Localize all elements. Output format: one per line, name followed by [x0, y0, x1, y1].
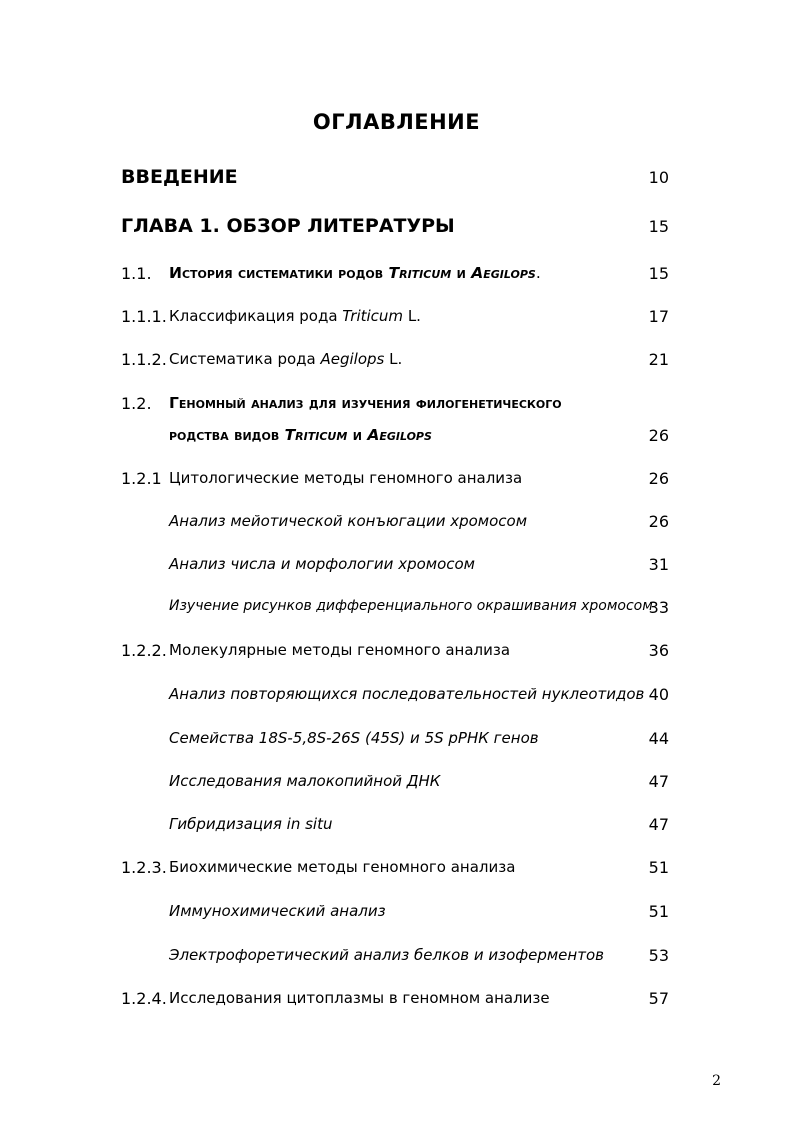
- entry-text: Геномный анализ для изучения филогенетического: [169, 394, 562, 412]
- toc-entry[interactable]: [0, 641, 793, 665]
- toc-entry[interactable]: [0, 946, 793, 970]
- entry-page: 47: [648, 772, 669, 791]
- entry-number: 1.2.3.: [121, 858, 167, 877]
- toc-entry-line2[interactable]: [0, 426, 793, 450]
- entry-text: Семейства 18S-5,8S-26S (45S) и 5S рРНК генов: [169, 729, 539, 747]
- toc-entry[interactable]: [0, 166, 793, 190]
- toc-entry[interactable]: [0, 264, 793, 288]
- entry-text: Анализ числа и морфологии хромосом: [169, 555, 475, 573]
- toc-entry[interactable]: [0, 469, 793, 493]
- toc-entry[interactable]: [0, 989, 793, 1013]
- entry-text: Иммунохимический анализ: [169, 902, 386, 920]
- entry-text: родства видов Triticum и Aegilops: [169, 426, 432, 444]
- entry-page: 53: [648, 946, 669, 965]
- entry-page: 33: [648, 598, 669, 617]
- entry-number: 1.2.: [121, 394, 152, 413]
- entry-number: 1.2.2.: [121, 641, 167, 660]
- entry-text: ГЛАВА 1. ОБЗОР ЛИТЕРАТУРЫ: [121, 215, 455, 237]
- entry-page: 47: [648, 815, 669, 834]
- entry-text: Исследования цитоплазмы в геномном анализе: [169, 989, 550, 1007]
- entry-page: 17: [648, 307, 669, 326]
- toc-entry[interactable]: [0, 598, 793, 622]
- entry-text: Молекулярные методы геномного анализа: [169, 641, 511, 659]
- entry-text: Исследования малокопийной ДНК: [169, 772, 441, 790]
- entry-text: ВВЕДЕНИЕ: [121, 166, 238, 188]
- toc-entry[interactable]: [0, 215, 793, 239]
- entry-text: Классификация рода Triticum L.: [169, 307, 421, 325]
- entry-page: 10: [648, 168, 669, 187]
- toc-entry[interactable]: [0, 729, 793, 753]
- entry-page: 51: [648, 858, 669, 877]
- entry-text: История систематики родов Triticum и Aegilops.: [169, 264, 541, 282]
- entry-text: Цитологические методы геномного анализа: [169, 469, 523, 487]
- entry-page: 15: [648, 217, 669, 236]
- entry-page: 26: [648, 426, 669, 445]
- entry-page: 31: [648, 555, 669, 574]
- toc-entry[interactable]: [0, 350, 793, 374]
- entry-page: 40: [648, 685, 669, 704]
- entry-page: 15: [648, 264, 669, 283]
- toc-entry[interactable]: [0, 307, 793, 331]
- entry-number: 1.1.: [121, 264, 152, 283]
- entry-text: Изучение рисунков дифференциального окрашивания хромосом: [169, 598, 653, 614]
- entry-page: 21: [648, 350, 669, 369]
- toc-entry[interactable]: [0, 555, 793, 579]
- entry-text: Анализ мейотической конъюгации хромосом: [169, 512, 528, 530]
- toc-entry[interactable]: [0, 685, 793, 709]
- toc-entry[interactable]: [0, 902, 793, 926]
- entry-page: 26: [648, 512, 669, 531]
- entry-page: 44: [648, 729, 669, 748]
- entry-number: 1.1.1.: [121, 307, 167, 326]
- entry-text: Анализ повторяющихся последовательностей нуклеотидов: [169, 685, 645, 703]
- toc-entry[interactable]: [0, 512, 793, 536]
- entry-text: Электрофоретический анализ белков и изоферментов: [169, 946, 604, 964]
- entry-page: 57: [648, 989, 669, 1008]
- entry-page: 36: [648, 641, 669, 660]
- toc-entry-line1[interactable]: [0, 394, 793, 418]
- entry-page: 26: [648, 469, 669, 488]
- entry-number: 1.2.1: [121, 469, 162, 488]
- entry-text: Систематика рода Aegilops L.: [169, 350, 403, 368]
- toc-entry[interactable]: [0, 772, 793, 796]
- page-number: 2: [712, 1073, 721, 1089]
- entry-page: 51: [648, 902, 669, 921]
- entry-number: 1.2.4.: [121, 989, 167, 1008]
- entry-number: 1.1.2.: [121, 350, 167, 369]
- toc-entry[interactable]: [0, 815, 793, 839]
- toc-title: ОГЛАВЛЕНИЕ: [312, 110, 481, 134]
- toc-entry[interactable]: [0, 858, 793, 882]
- entry-text: Биохимические методы геномного анализа: [169, 858, 516, 876]
- entry-text: Гибридизация in situ: [169, 815, 333, 833]
